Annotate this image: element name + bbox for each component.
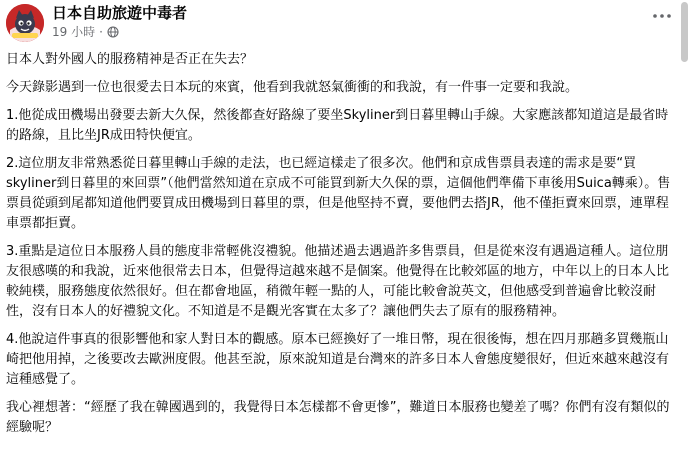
post-paragraph: 今天錄影遇到一位也很愛去日本玩的來賓，他看到我就怒氣衝衝的和我說，有一件事一定要和我說。 [6,80,579,95]
meta-separator: · [99,25,103,39]
post-paragraph: 我心裡想著：“經歷了我在韓國遇到的，我覺得日本怎樣都不會更慘”，難道日本服務也變差了嗎？你們有沒有類似的經驗呢？ [6,400,670,435]
post-timestamp[interactable]: 19 小時 [52,25,96,39]
post-header [0,0,689,46]
scrollbar-thumb[interactable] [681,2,688,62]
post-paragraph: 2.這位朋友非常熟悉從日暮里轉山手線的走法，也已經這樣走了很多次。他們和京成售票員表達的需求是要“買skyliner到日暮里的來回票”（他們當然知道在京成不可能買到新大久保的票，這個他們準備下車後用Suica轉乘）。售票員從頭到尾都知道他們要買成田機場到日暮里的票，但是他堅持不賣，要他們去搭JR，他不僅拒賣來回票，連單程車票都拒賣。 [6,156,671,231]
avatar-illustration [6,4,44,42]
post-meta [52,25,119,39]
cartoon-character-avatar[interactable] [6,4,44,42]
more-options-button[interactable] [649,6,675,26]
more-options-icon [653,14,671,18]
post-paragraph: 4.他說這件事真的很影響他和家人對日本的觀感。原本已經換好了一堆日幣，現在很後悔，想在四月那趟多買幾瓶山崎把他用掉，之後要改去歐洲度假。他甚至說，原來說知道是台灣來的許多日本人會態度變很好，但近來越來越沒有這種感覺了。 [6,332,670,387]
post-paragraph: 3.重點是這位日本服務人員的態度非常輕佻沒禮貌。他描述過去遇過許多售票員，但是從來沒有遇過這種人。這位朋友很感嘆的和我說，近來他很常去日本，但覺得這越來越不是個案。他覺得在比較郊區的地方，中年以上的日本人比較純樸，服務態度依然很好。但在都會地區，稍微年輕一點的人，可能比較會說英文，但他感受到普遍會比較沒耐性，沒有日本人的好禮貌文化。不知道是不是觀光客實在太多了？讓他們失去了原有的服務精神。 [6,244,670,319]
post-body [6,50,678,446]
post-paragraph: 日本人對外國人的服務精神是否正在失去？ [6,52,254,67]
post-paragraph: 1.他從成田機場出發要去新大久保，然後都查好路線了要坐Skyliner到日暮里轉山手線。大家應該都知道這是最省時的路線，且比坐JR成田特快便宜。 [6,108,669,143]
page-name-link[interactable]: 日本自助旅遊中毒者 [52,4,188,22]
globe-icon[interactable] [107,26,119,38]
